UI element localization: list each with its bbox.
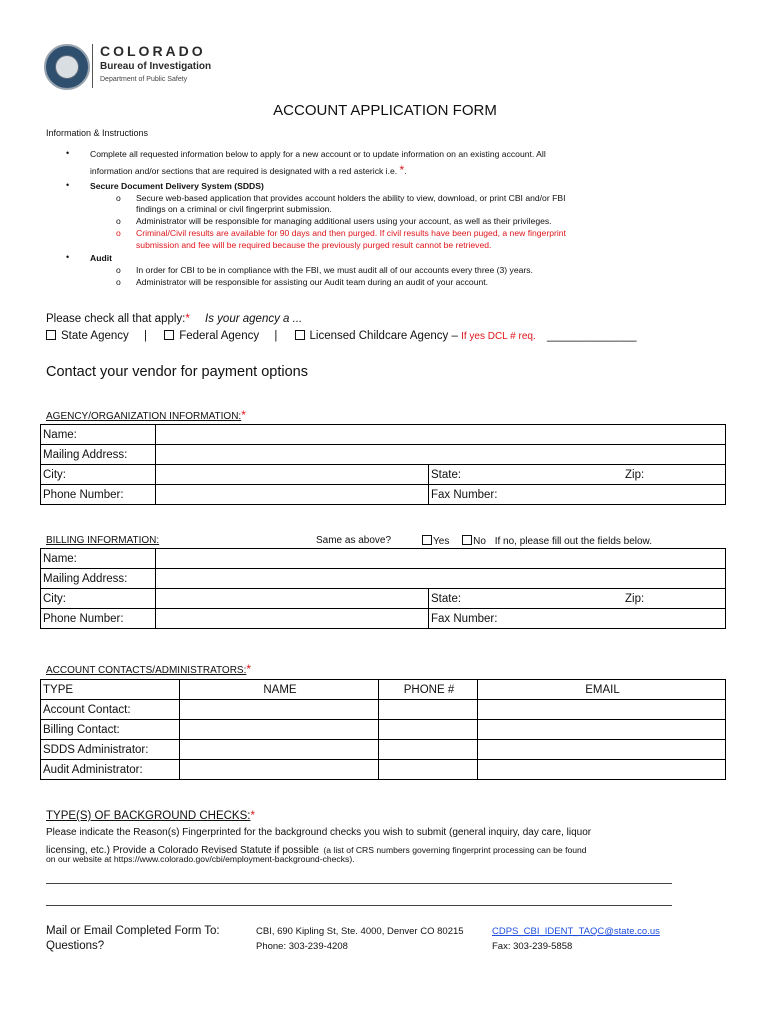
federal-agency-checkbox[interactable]: [164, 330, 174, 340]
col-type-header: TYPE: [41, 680, 180, 700]
contact-type-billing: Billing Contact:: [41, 720, 180, 740]
bureau-name: Bureau of Investigation: [100, 61, 212, 72]
vendor-note: Contact your vendor for payment options: [46, 364, 308, 380]
audit-admin-email-field[interactable]: [478, 760, 726, 780]
billing-mailing-field[interactable]: [156, 569, 726, 589]
childcare-agency-checkbox[interactable]: [295, 330, 305, 340]
billing-state-label: State:: [431, 592, 462, 605]
agency-fax-field[interactable]: [429, 485, 726, 505]
agency-mailing-label: Mailing Address:: [41, 445, 156, 465]
agency-mailing-field[interactable]: [156, 445, 726, 465]
form-title: ACCOUNT APPLICATION FORM: [273, 102, 497, 119]
questions-label: Questions?: [46, 940, 105, 952]
contacts-heading: ACCOUNT CONTACTS/ADMINISTRATORS:*: [46, 662, 252, 676]
billing-yes-checkbox[interactable]: [422, 535, 432, 545]
agency-name-field[interactable]: [156, 425, 726, 445]
sub-bullet-icon: o: [116, 228, 121, 238]
contact-type-sdds-admin: SDDS Administrator:: [41, 740, 180, 760]
agency-type-options: State Agency | Federal Agency | Licensed Childcare Agency – If yes DCL # req. ______________: [46, 330, 636, 342]
sub-bullet-icon: o: [116, 265, 121, 275]
sub-bullet-icon: o: [116, 277, 121, 287]
billing-fax-label: Fax Number:: [431, 612, 498, 625]
billing-zip-label: Zip:: [625, 592, 645, 605]
sub-bullet-icon: o: [116, 216, 121, 226]
sdds-item-2: Administrator will be responsible for managing additional users using your account, as well as their privileges.: [136, 216, 552, 226]
agency-zip-field[interactable]: [621, 465, 726, 485]
billing-zip-field[interactable]: [621, 589, 726, 609]
audit-item-1: In order for CBI to be in compliance with the FBI, we must audit all of our accounts every three (3) years.: [136, 265, 533, 275]
billing-yes-label: Yes: [433, 536, 450, 547]
checks-reason-line-1[interactable]: [46, 883, 672, 884]
agency-table: [40, 424, 726, 505]
billing-no-label: No: [473, 536, 486, 547]
agency-city-label: City:: [41, 465, 156, 485]
contact-phone: Phone: 303-239-4208: [256, 941, 348, 952]
billing-city-label: City:: [41, 589, 156, 609]
bullet-icon: •: [66, 148, 70, 158]
agency-city-field[interactable]: [156, 465, 429, 485]
audit-admin-name-field[interactable]: [180, 760, 379, 780]
agency-heading: AGENCY/ORGANIZATION INFORMATION:*: [46, 408, 246, 422]
billing-contact-name-field[interactable]: [180, 720, 379, 740]
audit-admin-phone-field[interactable]: [379, 760, 478, 780]
billing-mailing-label: Mailing Address:: [41, 569, 156, 589]
agency-name-label: Name:: [41, 425, 156, 445]
state-agency-label: State Agency: [61, 330, 129, 342]
sdds-item-3a: Criminal/Civil results are available for 90 days and then purged. If civil results have been puged, a new fingerprint: [136, 228, 566, 238]
billing-table: [40, 548, 726, 629]
sdds-admin-email-field[interactable]: [478, 740, 726, 760]
contact-type-account: Account Contact:: [41, 700, 180, 720]
billing-name-label: Name:: [41, 549, 156, 569]
info-bullet-1-line-2: information and/or sections that are required is designated with a red asterick i.e. *.: [90, 163, 407, 177]
bullet-icon: •: [66, 252, 70, 262]
bullet-icon: •: [66, 180, 70, 190]
sdds-item-3b: submission and fee will be required because the previously purged result cannot be retrieved.: [136, 240, 492, 250]
agency-fax-label: Fax Number:: [431, 488, 498, 501]
same-as-above-label: Same as above?: [316, 535, 392, 546]
sub-bullet-icon: o: [116, 193, 121, 203]
dcl-note: If yes DCL # req.: [461, 331, 536, 342]
apply-prompt: Please check all that apply:* Is your agency a ...: [46, 313, 303, 325]
logo-divider: [92, 44, 93, 88]
checks-line-2: licensing, etc.) Provide a Colorado Revised Statute if possible (a list of CRS numbers governing fingerprint processing can be found: [46, 845, 587, 856]
contact-type-audit-admin: Audit Administrator:: [41, 760, 180, 780]
agency-state-field[interactable]: [429, 465, 622, 485]
contact-fax: Fax: 303-239-5858: [492, 941, 573, 952]
agency-state-label: State:: [431, 468, 462, 481]
audit-item-2: Administrator will be responsible for assisting our Audit team during an audit of your account.: [136, 277, 489, 287]
mailing-address: CBI, 690 Kipling St, Ste. 4000, Denver CO 80215: [256, 926, 464, 937]
state-seal-icon: [44, 44, 90, 90]
mail-label: Mail or Email Completed Form To:: [46, 925, 220, 937]
apply-question: Is your agency a ...: [205, 313, 303, 325]
col-name-header: NAME: [180, 680, 379, 700]
billing-state-field[interactable]: [429, 589, 622, 609]
agency-phone-field[interactable]: [156, 485, 429, 505]
org-name: COLORADO: [100, 43, 206, 59]
account-contact-name-field[interactable]: [180, 700, 379, 720]
same-as-above-options: [422, 535, 652, 547]
checks-heading: TYPE(S) OF BACKGROUND CHECKS:*: [46, 810, 255, 822]
checks-line-3: on our website at https://www.colorado.gov/cbi/employment-background-checks).: [46, 854, 355, 864]
contacts-table: [40, 679, 726, 780]
billing-city-field[interactable]: [156, 589, 429, 609]
billing-phone-field[interactable]: [156, 609, 429, 629]
billing-contact-phone-field[interactable]: [379, 720, 478, 740]
agency-phone-label: Phone Number:: [41, 485, 156, 505]
billing-contact-email-field[interactable]: [478, 720, 726, 740]
col-phone-header: PHONE #: [379, 680, 478, 700]
billing-heading: BILLING INFORMATION:: [46, 535, 160, 546]
account-contact-email-field[interactable]: [478, 700, 726, 720]
state-agency-checkbox[interactable]: [46, 330, 56, 340]
required-asterisk: *: [399, 163, 405, 177]
col-email-header: EMAIL: [478, 680, 726, 700]
info-label: Information & Instructions: [46, 128, 149, 138]
billing-name-field[interactable]: [156, 549, 726, 569]
sdds-item-1b: findings on a criminal or civil fingerprint submission.: [136, 204, 332, 214]
childcare-agency-label: Licensed Childcare Agency: [309, 330, 449, 342]
sdds-item-1a: Secure web-based application that provides account holders the ability to view, download, or print CBI and/or FBI: [136, 193, 566, 203]
sdds-title: Secure Document Delivery System (SDDS): [90, 181, 264, 191]
department-name: Department of Public Safety: [100, 76, 188, 83]
agency-zip-label: Zip:: [625, 468, 645, 481]
federal-agency-label: Federal Agency: [179, 330, 260, 342]
info-bullet-1-line-1: Complete all requested information below to apply for a new account or to update information on an existing account. All: [90, 149, 546, 159]
contact-email-link[interactable]: CDPS_CBI_IDENT_TAQC@state.co.us: [492, 926, 660, 937]
billing-phone-label: Phone Number:: [41, 609, 156, 629]
billing-no-note: If no, please fill out the fields below.: [494, 536, 653, 547]
billing-no-checkbox[interactable]: [462, 535, 472, 545]
billing-fax-field[interactable]: [429, 609, 726, 629]
dcl-number-field[interactable]: ______________: [546, 330, 637, 342]
checks-reason-line-2[interactable]: [46, 905, 672, 906]
account-contact-phone-field[interactable]: [379, 700, 478, 720]
checks-line-1: Please indicate the Reason(s) Fingerprinted for the background checks you wish to submit (general inquiry, day care, liquor: [46, 827, 592, 838]
sdds-admin-phone-field[interactable]: [379, 740, 478, 760]
audit-title: Audit: [90, 253, 112, 263]
sdds-admin-name-field[interactable]: [180, 740, 379, 760]
